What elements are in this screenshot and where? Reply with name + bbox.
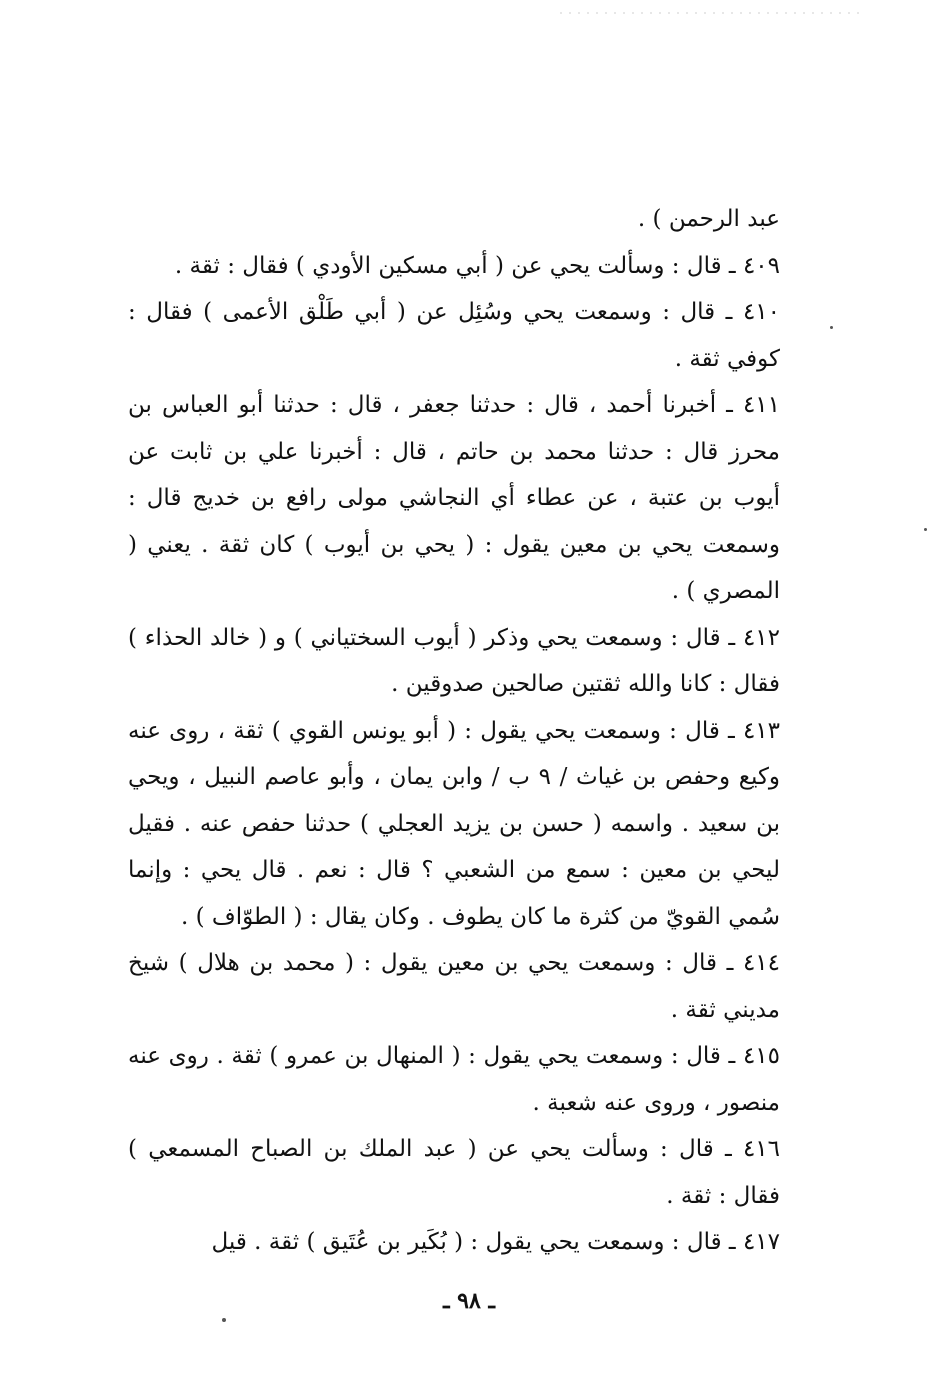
- paragraph-410: ٤١٠ ـ قال : وسمعت يحي وسُئِل عن ( أبي طَلْق الأعمى ) فقال : كوفي ثقة .: [128, 299, 780, 372]
- paragraph-411: ٤١١ ـ أخبرنا أحمد ، قال : حدثنا جعفر ، قال : حدثنا أبو العباس بن محرز قال : حدثنا محمد بن حاتم ، قال : أخبرنا علي بن ثابت عن أيوب بن عتبة ، عن عطاء أي النجاشي مولى رافع بن خديج قال : وسمعت يحي بن معين يقول : ( يحي بن أيوب ) كان ثقة . يعني ( المصري ) .: [128, 392, 780, 604]
- paragraph-415: ٤١٥ ـ قال : وسمعت يحي يقول : ( المنهال بن عمرو ) ثقة . روى عنه منصور ، وروى عنه شعبة .: [128, 1043, 780, 1116]
- scan-speck: [924, 528, 927, 531]
- paragraph-409: ٤٠٩ ـ قال : وسألت يحي عن ( أبي مسكين الأودي ) فقال : ثقة .: [174, 252, 780, 279]
- page-body-text: [128, 196, 780, 1266]
- scan-noise: [560, 12, 860, 14]
- paragraph-417: ٤١٧ ـ قال : وسمعت يحي يقول : ( بُكَير بن عُتَيق ) ثقة . قيل: [211, 1229, 780, 1255]
- paragraph-continuation: عبد الرحمن ) .: [637, 206, 780, 232]
- page-number: ـ ٩٨ ـ: [443, 1288, 495, 1314]
- scan-speck: [830, 326, 833, 329]
- paragraph-412: ٤١٢ ـ قال : وسمعت يحي وذكر ( أيوب السختياني ) و ( خالد الحذاء ) فقال : كانا والله ثقتين صالحين صدوقين .: [128, 624, 780, 697]
- paragraph-413: ٤١٣ ـ قال : وسمعت يحي يقول : ( أبو يونس القوي ) ثقة ، روى عنه وكيع وحفص بن غياث / ٩ ب / وابن يمان ، وأبو عاصم النبيل ، ويحي بن سعيد . واسمه ( حسن بن يزيد العجلي ) حدثنا حفص عنه . فقيل ليحي بن معين : سمع من الشعبي ؟ قال : نعم . قال يحي : وإنما سُمي القويّ من كثرة ما كان يطوف . وكان يقال : ( الطوّاف ) .: [128, 717, 781, 930]
- paragraph-416: ٤١٦ ـ قال : وسألت يحي عن ( عبد الملك بن الصباح المسمعي ) فقال : ثقة .: [128, 1136, 780, 1209]
- scan-speck: [222, 1318, 226, 1322]
- paragraph-414: ٤١٤ ـ قال : وسمعت يحي بن معين يقول : ( محمد بن هلال ) شيخ مديني ثقة .: [128, 950, 780, 1023]
